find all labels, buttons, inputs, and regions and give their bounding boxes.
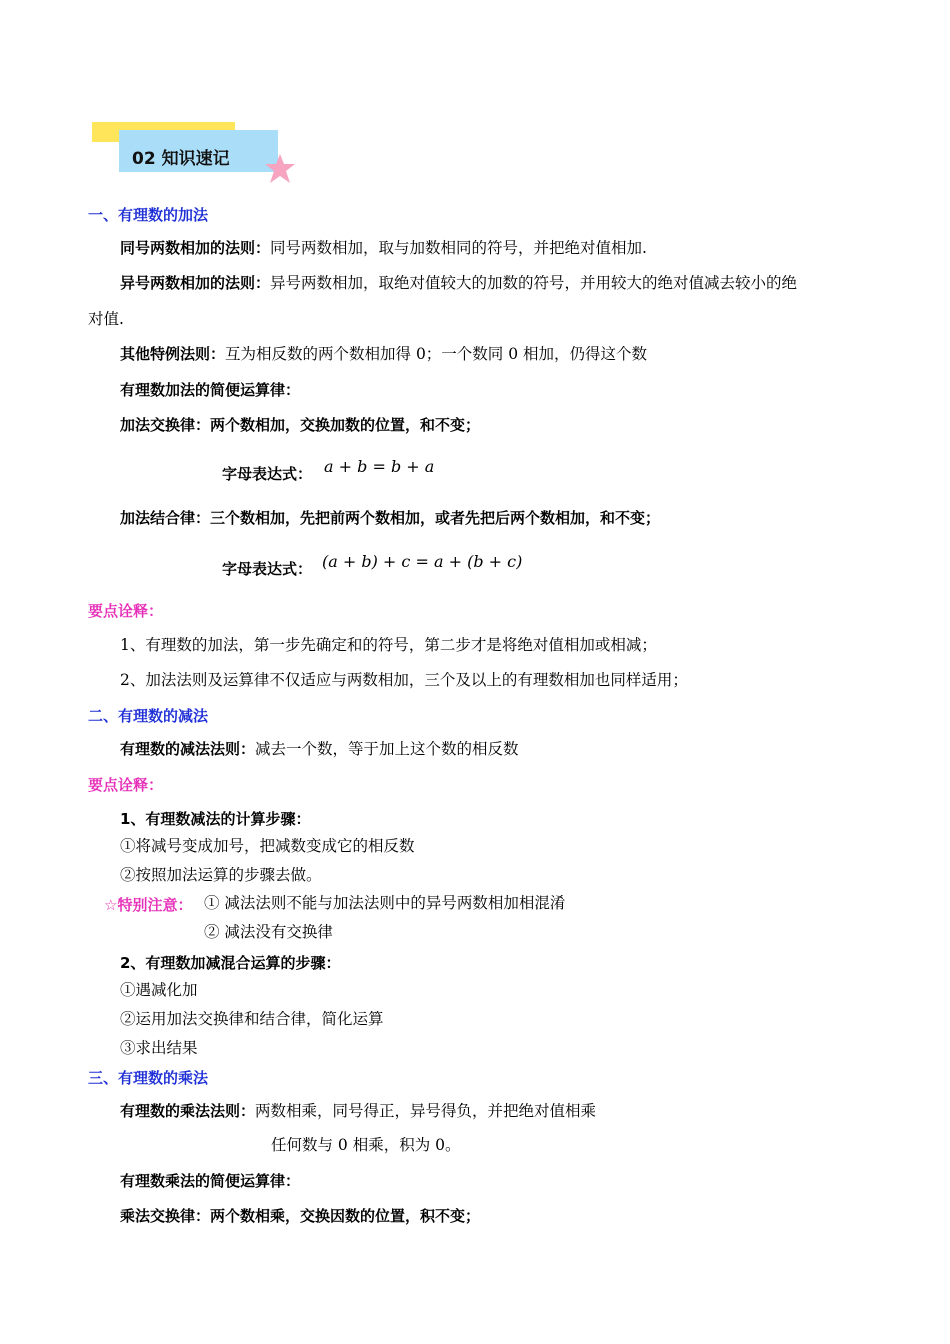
list-item: ②按照加法运算的步骤去做。 [120, 866, 322, 884]
list-item: ②运用加法交换律和结合律，简化运算 [120, 1010, 384, 1028]
rule-label: 其他特例法则： [120, 345, 226, 363]
section-2-heading: 二、有理数的减法 [88, 707, 209, 725]
list-item: ③求出结果 [120, 1039, 198, 1057]
list-item: ①将减号变成加号，把减数变成它的相反数 [120, 837, 415, 855]
special-attention-label: ☆特别注意： [104, 896, 193, 914]
mixed-steps-title: 2、有理数加减混合运算的步骤： [120, 954, 341, 972]
rule-label: 有理数的减法法则： [120, 740, 256, 758]
key-points-heading: 要点诠释： [88, 602, 164, 620]
key-points-heading: 要点诠释： [88, 776, 164, 794]
star-icon [263, 152, 297, 186]
rule-continuation: 对值. [88, 310, 124, 328]
multiplication-commutative-law: 乘法交换律：两个数相乘，交换因数的位置，积不变； [120, 1207, 481, 1225]
section-1-heading: 一、有理数的加法 [88, 206, 209, 224]
add-diff-sign-rule [120, 273, 797, 293]
list-item: ①遇减化加 [120, 981, 198, 999]
multiplication-laws-title: 有理数乘法的简便运算律： [120, 1172, 301, 1190]
rule-text: 异号两数相加，取绝对值较大的加数的符号，并用较大的绝对值减去较小的绝 [270, 274, 798, 292]
expression-label: 字母表达式： [222, 560, 313, 578]
commutative-law: 加法交换律：两个数相加，交换加数的位置，和不变； [120, 416, 481, 434]
section-3-heading: 三、有理数的乘法 [88, 1069, 209, 1087]
key-point-1: 1、有理数的加法，第一步先确定和的符号，第二步才是将绝对值相加或相减； [120, 636, 657, 654]
addition-laws-title: 有理数加法的简便运算律： [120, 381, 301, 399]
commutative-formula: a + b = b + a [324, 457, 435, 476]
rule-text: 两数相乘，同号得正，异号得负，并把绝对值相乘 [255, 1102, 597, 1120]
rule-text: 同号两数相加，取与加数相同的符号，并把绝对值相加. [270, 239, 647, 257]
subtraction-steps-title: 1、有理数减法的计算步骤： [120, 810, 311, 828]
associative-formula: (a + b) + c = a + (b + c) [322, 552, 523, 571]
rule-continuation: 任何数与 0 相乘，积为 0。 [271, 1136, 461, 1154]
associative-law: 加法结合律：三个数相加，先把前两个数相加，或者先把后两个数相加，和不变； [120, 509, 661, 527]
subtraction-rule [120, 739, 519, 759]
special-case-rule [120, 344, 647, 364]
key-point-2: 2、加法法则及运算律不仅适应与两数相加，三个及以上的有理数相加也同样适用； [120, 671, 688, 689]
add-same-sign-rule [120, 238, 647, 258]
attention-item: ② 减法没有交换律 [204, 923, 333, 941]
multiplication-rule [120, 1101, 596, 1121]
rule-label: 有理数的乘法法则： [120, 1102, 256, 1120]
attention-item: ① 减法法则不能与加法法则中的异号两数相加相混淆 [204, 894, 566, 912]
expression-label: 字母表达式： [222, 465, 313, 483]
rule-text: 互为相反数的两个数相加得 0；一个数同 0 相加，仍得这个数 [225, 345, 648, 363]
banner-title: 02 知识速记 [132, 149, 230, 169]
rule-label: 异号两数相加的法则： [120, 274, 271, 292]
rule-label: 同号两数相加的法则： [120, 239, 271, 257]
rule-text: 减去一个数，等于加上这个数的相反数 [255, 740, 519, 758]
